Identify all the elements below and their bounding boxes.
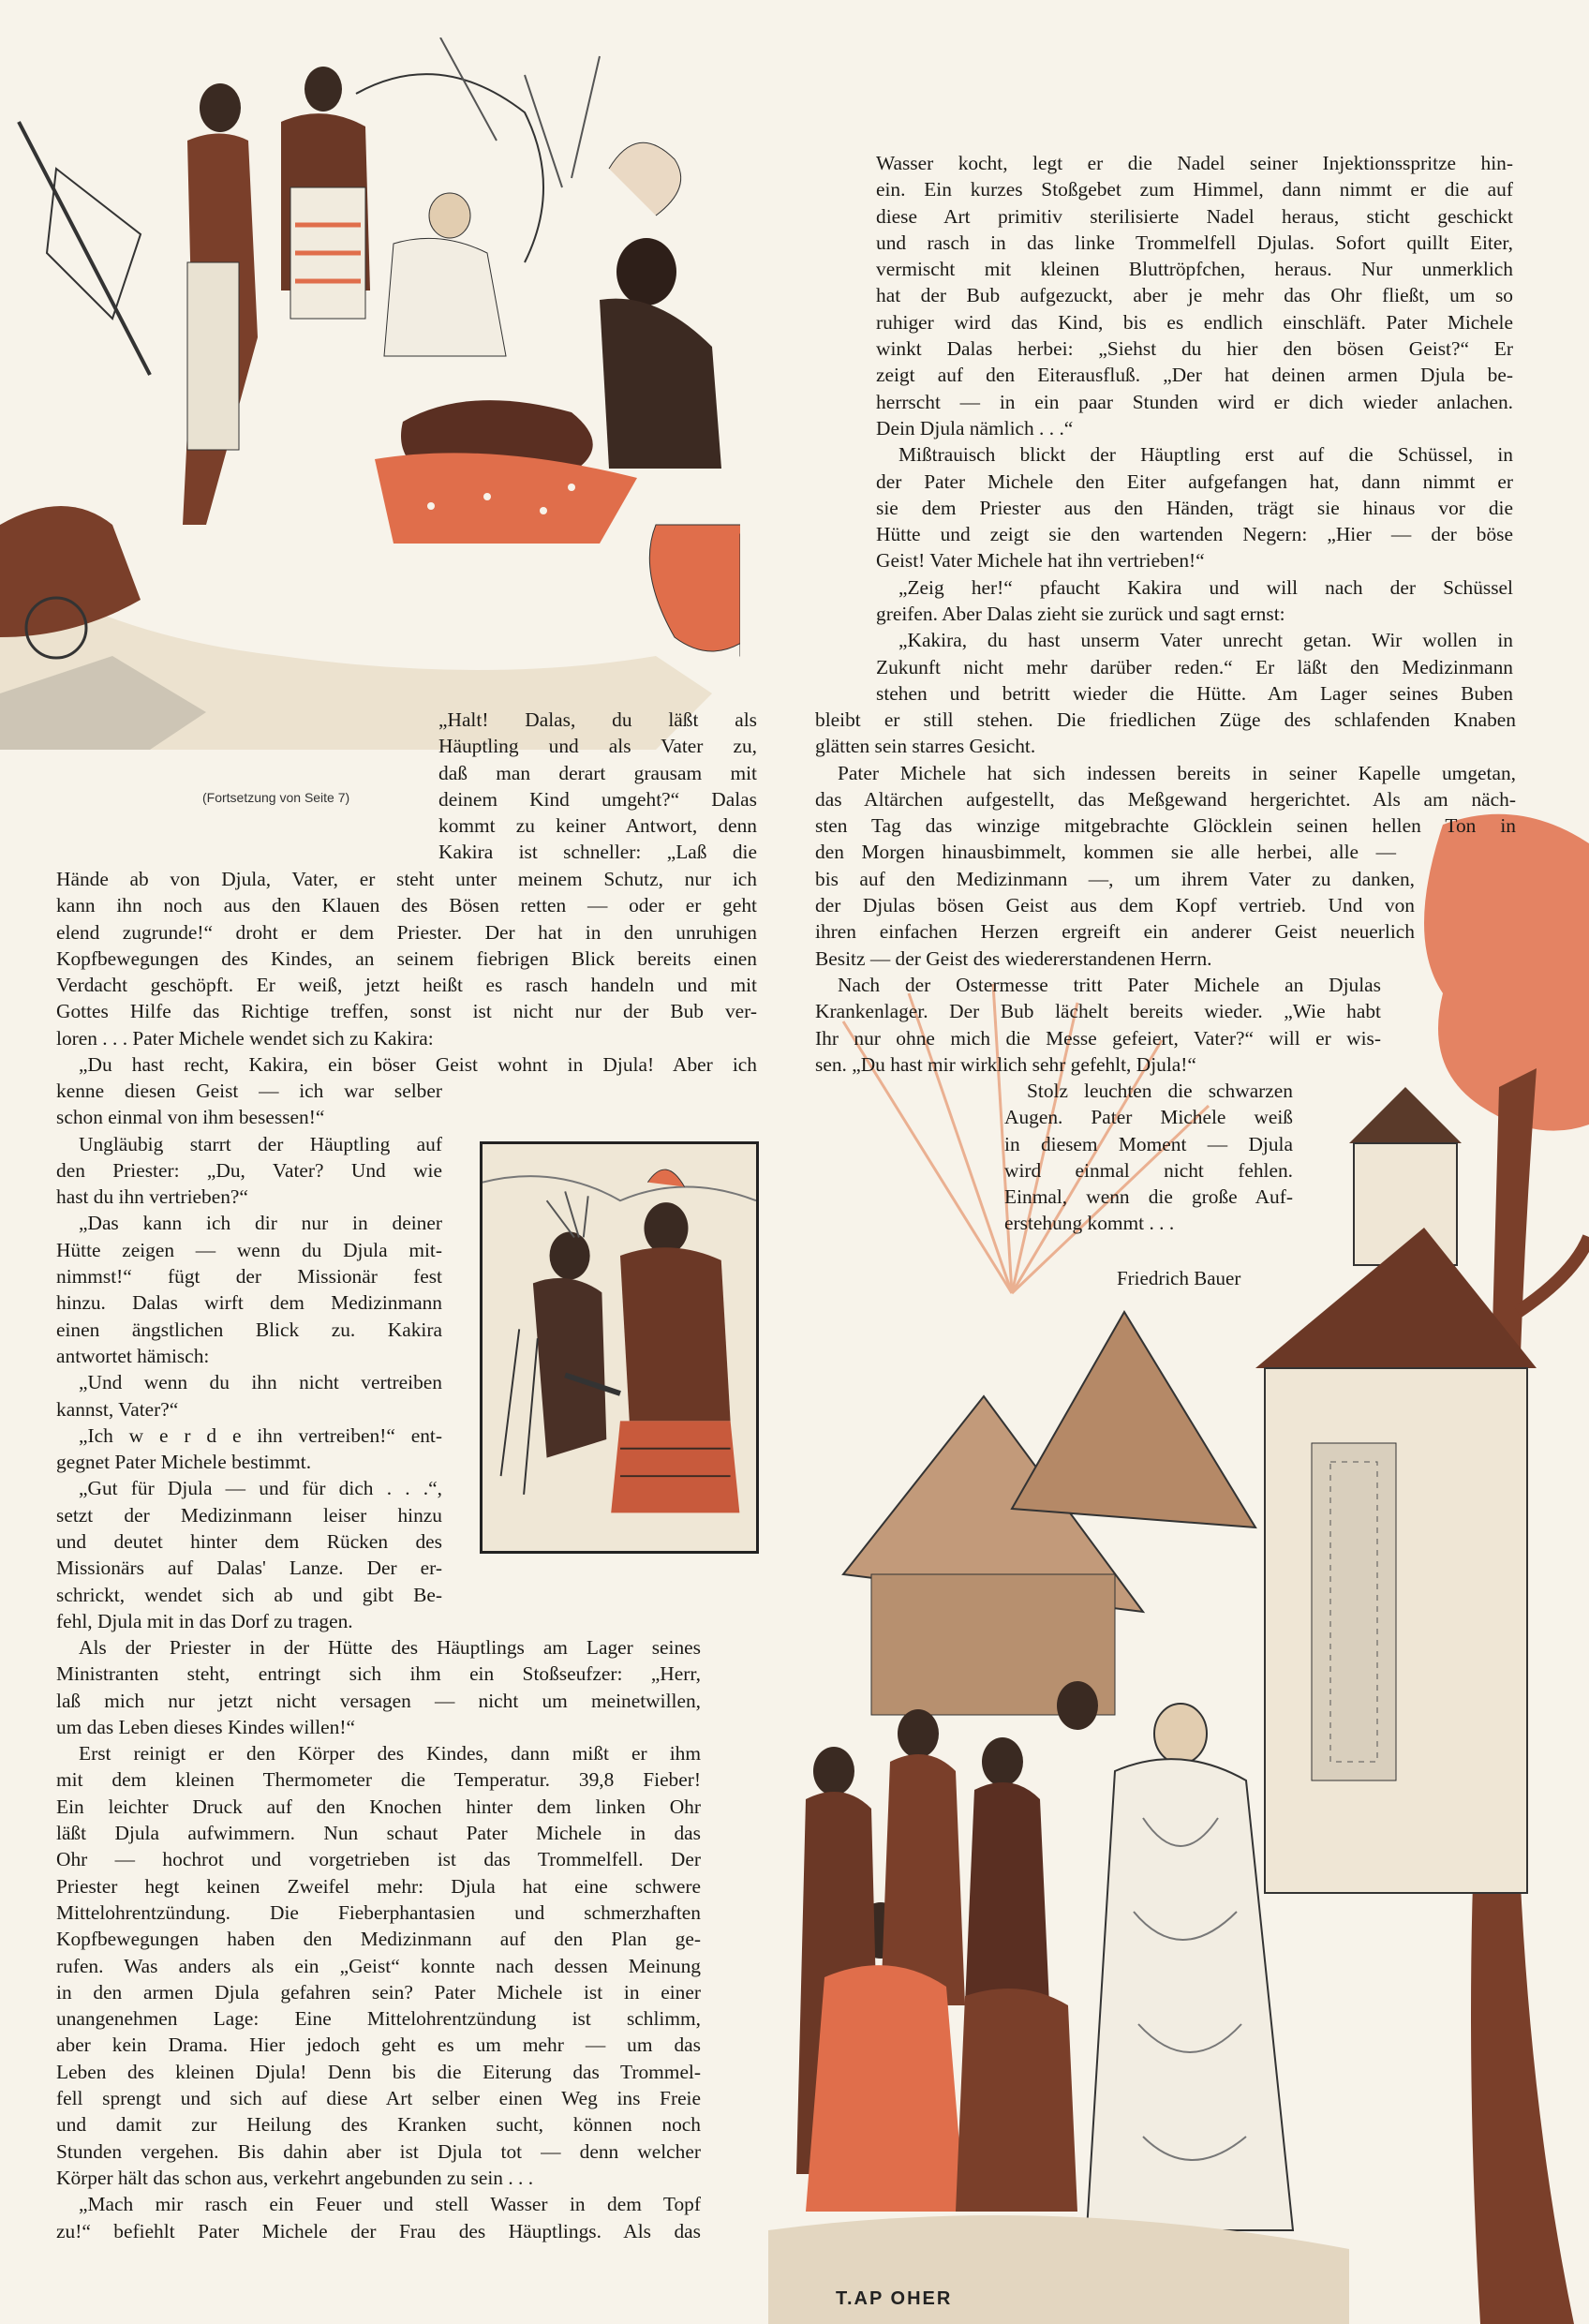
column-left-upper [438, 707, 757, 866]
text-line: Dein Djula nämlich . . .“ [876, 416, 1074, 439]
column-left-bottom [56, 1634, 701, 2244]
text-line: rufen. Was anders als ein „Geist“ konnte nach dessen Meinung [56, 1954, 701, 1977]
text-line: „Mach mir rasch ein Feuer und stell Wasser in dem Topf [79, 2193, 701, 2216]
text-line: kommt zu keiner Antwort, denn [438, 814, 757, 838]
text-line: und rasch in das linke Trommelfell Djulas. Sofort quillt Eiter, [876, 231, 1513, 254]
text-line: hat der Bub aufgezuckt, aber je mehr das Ohr fließt, um so [876, 284, 1513, 307]
text-line: „Und wenn du ihn nicht vertreiben [79, 1371, 442, 1394]
text-line: zeigt auf den Eiterausfluß. „Der hat deinen armen Djula be- [876, 364, 1513, 387]
text-line: Zukunft nicht mehr darüber reden.“ Er läßt den Medizinmann [876, 655, 1513, 678]
text-line: Priester hegt keinen Zweifel mehr: Djula hat eine schwere [56, 1874, 701, 1898]
text-line: kann ihn noch aus den Klauen des Bösen retten — oder er geht [56, 894, 757, 917]
text-line: Ihr nur ohne mich die Messe gefeiert, Vater?“ will er wis- [815, 1026, 1381, 1050]
text-line: Besitz — der Geist des wiedererstandenen Herrn. [815, 946, 1212, 970]
text-line: schrickt, wendet sich ab und gibt Be- [56, 1583, 442, 1606]
text-line: „Gut für Djula — und für dich . . .“, [79, 1477, 442, 1500]
text-line: Ein leichter Druck auf den Knochen hinter dem linken Ohr [56, 1795, 701, 1818]
text-line: sten Tag das winzige mitgebrachte Glöcklein seinen hellen Ton in [815, 814, 1516, 838]
text-line: Körper hält das schon aus, verkehrt angebunden zu sein . . . [56, 2166, 534, 2189]
artist-signature: T.AP OHER [836, 2288, 953, 2309]
text-line: „Zeig her!“ pfaucht Kakira und will nach der Schüssel [898, 575, 1513, 599]
text-line: Verdacht geschöpft. Er weiß, jetzt heißt es rasch handeln und mit [56, 974, 757, 997]
text-line: Ohr — hochrot und vorgetrieben ist das Trommelfell. Der [56, 1848, 701, 1871]
text-line: fell sprengt und sich auf diese Art selber einen Weg ins Freie [56, 2087, 701, 2110]
text-line: Missionärs auf Dalas' Lanze. Der er- [56, 1557, 442, 1580]
text-line: Krankenlager. Der Bub lächelt bereits wieder. „Wie habt [815, 1000, 1381, 1023]
text-line: diese Art primitiv sterilisierte Nadel heraus, sticht geschickt [876, 204, 1513, 228]
text-line: elend zugrunde!“ droht er dem Priester. Der hat in den unruhigen [56, 920, 757, 944]
text-line: glätten sein starres Gesicht. [815, 735, 1036, 758]
text-line: bis auf den Medizinmann —, um ihrem Vater zu danken, [815, 867, 1415, 890]
text-line: mit dem kleinen Thermometer die Temperatur. 39,8 Fieber! [56, 1768, 701, 1792]
text-line: Ungläubig starrt der Häuptling auf [79, 1132, 442, 1155]
text-line: sie dem Priester aus den Händen, trägt sie hinaus vor die [876, 496, 1513, 519]
text-line: schon einmal von ihm besessen!“ [56, 1106, 325, 1129]
text-line: Stolz leuchten die schwarzen [1027, 1080, 1293, 1102]
text-line: fehl, Djula mit in das Dorf zu tragen. [56, 1609, 353, 1632]
text-line: setzt der Medizinmann leiser hinzu [56, 1503, 442, 1527]
text-line: herrscht — in ein paar Stunden wird er dich wieder anlachen. [876, 390, 1513, 413]
text-line: um das Leben dieses Kindes willen!“ [56, 1715, 355, 1738]
text-line: und deutet hinter dem Rücken des [56, 1530, 442, 1554]
text-line: Ministranten steht, entringt sich ihm ein Stoßseufzer: „Herr, [56, 1662, 701, 1686]
text-line: winkt Dalas herbei: „Siehst du hier den bösen Geist?“ Er [876, 337, 1513, 361]
text-line: gegnet Pater Michele bestimmt. [56, 1451, 312, 1474]
text-line: den Priester: „Du, Vater? Und wie [56, 1158, 442, 1182]
text-line: laß mich nur jetzt nicht versagen — nicht um meinetwillen, [56, 1689, 701, 1712]
text-line: Einmal, wenn die große Auf- [1004, 1185, 1293, 1209]
text-line: daß man derart grausam mit [438, 761, 757, 784]
text-line: Leben des kleinen Djula! Denn bis die Eiterung das Trommel- [56, 2060, 701, 2083]
text-line: kannst, Vater?“ [56, 1397, 179, 1421]
text-line: Nach der Ostermesse tritt Pater Michele an Djulas [838, 973, 1381, 996]
text-line: loren . . . Pater Michele wendet sich zu Kakira: [56, 1026, 434, 1050]
text-line: Hütte zeigen — wenn du Djula mit- [56, 1238, 442, 1261]
text-line: der Djulas bösen Geist aus dem Kopf vertrieb. Und von [815, 894, 1415, 917]
column-right-top [876, 150, 1513, 707]
text-line: erstehung kommt . . . [1004, 1212, 1175, 1235]
author-name: Friedrich Bauer [1117, 1267, 1241, 1289]
illustration-medicine-man [480, 1141, 759, 1554]
column-left-full [56, 866, 757, 1078]
text-line: läßt Djula aufwimmern. Nun schaut Pater Michele in das [56, 1822, 701, 1845]
text-line: Als der Priester in der Hütte des Häuptlings am Lager seines [79, 1636, 701, 1659]
text-line: aber kein Drama. Hier jedoch geht es um mehr — um das [56, 2034, 701, 2057]
text-line: hinzu. Dalas wirft dem Medizinmann [56, 1291, 442, 1315]
text-line: Häuptling und als Vater zu, [438, 735, 757, 758]
text-line: „Das kann ich dir nur in deiner [79, 1212, 442, 1235]
text-line: „Ich w e r d e ihn vertreiben!“ ent- [79, 1423, 442, 1447]
text-line: hast du ihn vertrieben?“ [56, 1185, 248, 1209]
text-line: in den armen Djula gefahren sein? Pater Michele ist in einer [56, 1980, 701, 2004]
text-line: „Halt! Dalas, du läßt als [438, 708, 757, 731]
text-line: den Morgen hinausbimmelt, kommen sie alle herbei, alle — [815, 841, 1396, 864]
text-line: greifen. Aber Dalas zieht sie zurück und sagt ernst: [876, 603, 1285, 626]
text-line: Mißtrauisch blickt der Häuptling erst auf die Schüssel, in [898, 443, 1513, 467]
text-line: Gottes Hilfe das Richtige treffen, sonst ist nicht nur der Bub ver- [56, 1000, 757, 1023]
text-line: Augen. Pater Michele weiß [1004, 1106, 1293, 1129]
text-line: Kakira ist schneller: „Laß die [438, 841, 757, 864]
text-line: „Kakira, du hast unserm Vater unrecht getan. Wir wollen in [898, 629, 1513, 652]
text-line: antwortet hämisch: [56, 1344, 210, 1367]
text-line: vermischt mit kleinen Bluttröpfchen, heraus. Nur unmerklich [876, 258, 1513, 281]
text-line: nimmst!“ fügt der Missionär fest [56, 1265, 442, 1289]
column-left-narrow [56, 1078, 442, 1634]
text-line: ihren einfachen Herzen ergreift ein anderer Geist neuerlich [815, 920, 1415, 944]
column-right-mid [815, 707, 1516, 1078]
text-line: Pater Michele hat sich indessen bereits in seiner Kapelle umgetan, [838, 761, 1516, 784]
illustration-treatment-scene [0, 37, 740, 750]
text-line: wird einmal nicht fehlen. [1004, 1158, 1293, 1182]
column-right-end [1004, 1078, 1293, 1237]
text-line: in diesem Moment — Djula [1004, 1132, 1293, 1155]
text-line: und damit zur Heilung des Kranken sucht, können noch [56, 2113, 701, 2137]
text-line: Kopfbewegungen des Kindes, an seinem fiebrigen Blick bereits einen [56, 946, 757, 970]
text-line: einen ängstlichen Blick zu. Kakira [56, 1318, 442, 1341]
text-line: unangenehmen Lage: Eine Mittelohrentzündung ist schlimm, [56, 2007, 701, 2031]
text-line: Erst reinigt er den Körper des Kindes, dann mißt er ihm [79, 1742, 701, 1765]
text-line: der Pater Michele den Eiter aufgefangen hat, dann nimmt er [876, 469, 1513, 493]
text-line: ein. Ein kurzes Stoßgebet zum Himmel, dann nimmt er die auf [876, 178, 1513, 201]
text-line: Kopfbewegungen haben den Medizinmann auf den Plan ge- [56, 1928, 701, 1951]
text-line: Hände ab von Djula, Vater, er steht unter meinem Schutz, nur ich [56, 868, 757, 890]
text-line: Geist! Vater Michele hat ihn vertrieben!“ [876, 549, 1205, 573]
text-line: deinem Kind umgeht?“ Dalas [438, 787, 757, 811]
text-line: Mittelohrentzündung. Die Fieberphantasien und schmerzhaften [56, 1900, 701, 1924]
text-line: bleibt er still stehen. Die friedlichen Züge des schlafenden Knaben [815, 708, 1516, 731]
text-line: sen. „Du hast mir wirklich sehr gefehlt, Djula!“ [815, 1052, 1196, 1076]
text-line: das Altärchen aufgestellt, das Meßgewand hergerichtet. Als am näch- [815, 787, 1516, 811]
text-line: Stunden vergehen. Bis dahin aber ist Djula tot — denn welcher [56, 2139, 701, 2163]
text-line: stehen und betritt wieder die Hütte. Am Lager seines Buben [876, 681, 1513, 705]
continuation-caption: (Fortsetzung von Seite 7) [202, 790, 350, 805]
text-line: zu!“ befiehlt Pater Michele der Frau des Häuptlings. Als das [56, 2219, 701, 2242]
text-line: ruhiger wird das Kind, bis es endlich einschläft. Pater Michele [876, 310, 1513, 334]
text-line: „Du hast recht, Kakira, ein böser Geist wohnt in Djula! Aber ich [79, 1053, 757, 1077]
text-line: kenne diesen Geist — ich war selber [56, 1080, 442, 1102]
text-line: Wasser kocht, legt er die Nadel seiner Injektionsspritze hin- [876, 152, 1513, 174]
text-line: Hütte und zeigt sie den wartenden Negern: „Hier — der böse [876, 523, 1513, 546]
